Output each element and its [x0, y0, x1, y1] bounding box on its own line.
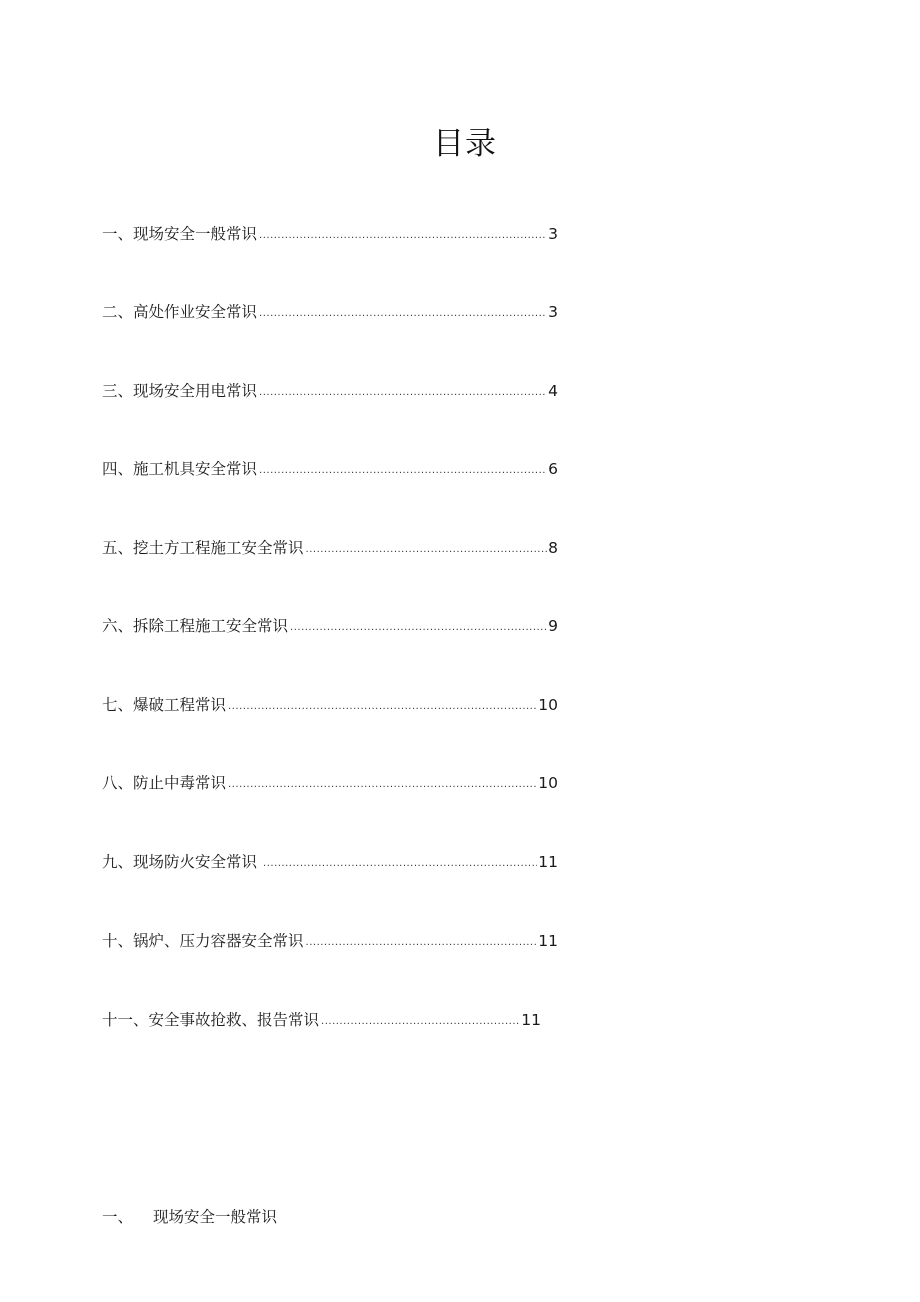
toc-entry-label: 锅炉、压力容器安全常识 [133, 932, 304, 950]
toc-entry-page: 11 [538, 932, 558, 950]
section-heading [102, 1205, 277, 1229]
toc-entry[interactable] [102, 771, 558, 795]
toc-entry-number: 一、 [102, 225, 134, 243]
toc-entry[interactable] [102, 1008, 541, 1032]
toc-entry-page: 6 [548, 460, 558, 478]
toc-entry[interactable] [102, 300, 558, 324]
toc-entry-number: 八、 [102, 774, 134, 792]
toc-entry-label: 现场安全一般常识 [133, 225, 258, 243]
toc-entry[interactable] [102, 222, 558, 246]
toc-entry-label: 现场防火安全常识 [133, 853, 258, 871]
toc-entry-page: 4 [548, 382, 558, 400]
toc-entry-label: 拆除工程施工安全常识 [133, 617, 289, 635]
toc-dot-leader [263, 852, 537, 876]
toc-entry[interactable] [102, 693, 558, 717]
toc-dot-leader [259, 381, 547, 405]
toc-entry-page: 10 [538, 774, 558, 792]
toc-entry-number: 四、 [102, 460, 134, 478]
toc-entry-label: 现场安全用电常识 [133, 382, 258, 400]
toc-entry-label: 施工机具安全常识 [133, 460, 258, 478]
toc-entry-number: 九、 [102, 853, 134, 871]
toc-entry[interactable] [102, 850, 558, 874]
toc-title: 目录 [433, 126, 497, 162]
toc-entry-page: 9 [548, 617, 558, 635]
section-number: 一、 [102, 1208, 134, 1226]
toc-dot-leader [259, 302, 547, 326]
toc-entry-label: 爆破工程常识 [133, 696, 227, 714]
toc-dot-leader [306, 538, 548, 562]
toc-entry[interactable] [102, 536, 558, 560]
section-title: 现场安全一般常识 [153, 1208, 278, 1226]
toc-dot-leader [259, 224, 547, 248]
toc-entry-number: 七、 [102, 696, 134, 714]
toc-entry-page: 3 [548, 303, 558, 321]
toc-entry-page: 11 [521, 1011, 541, 1029]
toc-dot-leader [290, 616, 547, 640]
toc-dot-leader [259, 459, 547, 483]
toc-entry-label: 安全事故抢救、报告常识 [148, 1011, 320, 1029]
toc-entry-page: 11 [538, 853, 558, 871]
toc-entry-number: 十一、 [102, 1011, 149, 1029]
toc-entry[interactable] [102, 379, 558, 403]
toc-entry[interactable] [102, 457, 558, 481]
toc-dot-leader [321, 1010, 520, 1034]
toc-entry[interactable] [102, 929, 558, 953]
toc-entry-label: 挖土方工程施工安全常识 [133, 539, 304, 557]
toc-entry-number: 三、 [102, 382, 134, 400]
toc-dot-leader [228, 773, 537, 797]
toc-entry[interactable] [102, 614, 558, 638]
toc-entry-number: 十、 [102, 932, 134, 950]
toc-entry-page: 8 [548, 539, 558, 557]
toc-entry-label: 高处作业安全常识 [133, 303, 258, 321]
toc-entry-number: 二、 [102, 303, 134, 321]
toc-entry-page: 10 [538, 696, 558, 714]
toc-entry-number: 五、 [102, 539, 134, 557]
toc-entry-number: 六、 [102, 617, 134, 635]
toc-dot-leader [228, 695, 537, 719]
toc-dot-leader [306, 931, 538, 955]
toc-entry-label: 防止中毒常识 [133, 774, 227, 792]
toc-entry-page: 3 [548, 225, 558, 243]
